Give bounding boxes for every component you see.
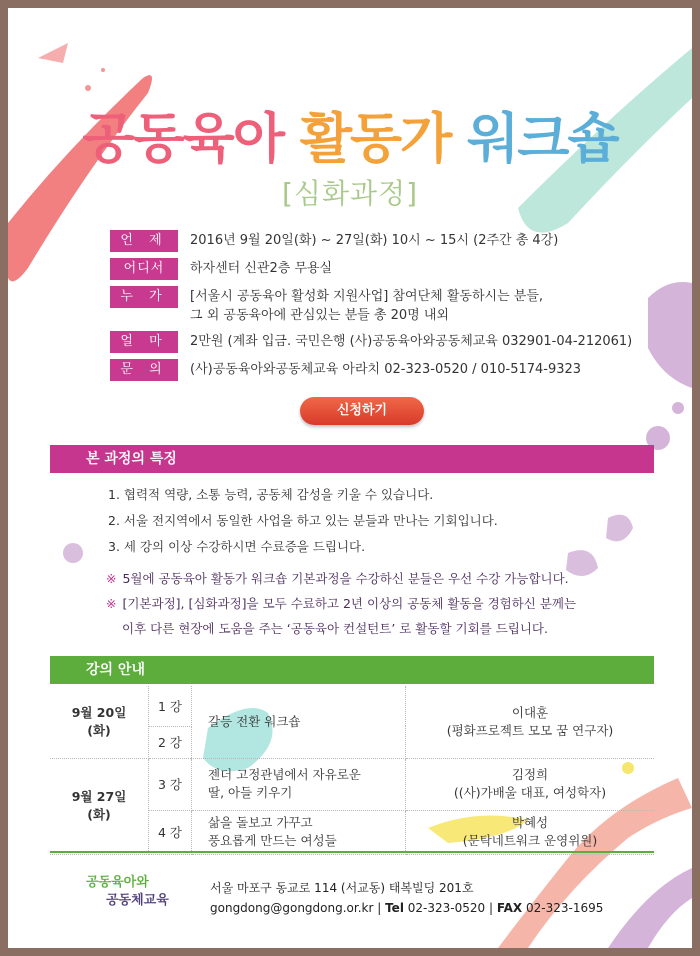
table-row <box>50 758 654 810</box>
instructor-name: 박혜성 <box>511 815 549 830</box>
apply-button[interactable]: 신청하기 <box>300 397 424 425</box>
info-text <box>190 331 632 351</box>
info-row-contact <box>110 359 650 381</box>
footer-fax: 02-323-1695 <box>526 901 604 915</box>
title-part-3: 워크숍 <box>467 107 618 170</box>
feature-item: 1. 협력적 역량, 소통 능력, 공동체 감성을 키울 수 있습니다. <box>108 487 434 502</box>
topic-line: 젠더 고정관념에서 자유로운 <box>208 767 361 782</box>
table-row <box>50 686 654 726</box>
info-row-where <box>110 258 650 280</box>
info-label: 얼 마 <box>110 331 178 353</box>
info-text <box>190 258 332 278</box>
info-row-when <box>110 230 650 252</box>
note-text: 5월에 공동육아 활동가 워크숍 기본과정을 수강하신 분들은 우선 수강 가능합니다. <box>122 571 569 586</box>
instructor-cell <box>406 686 655 758</box>
lecture-cell: 1 강 <box>149 686 192 726</box>
topic-cell <box>192 758 406 810</box>
info-label: 누 가 <box>110 286 178 308</box>
instructor-cell <box>406 758 655 810</box>
info-line: (사)공동육아와공동체교육 아라치 02-323-0520 / 010-5174-9323 <box>190 362 582 377</box>
instructor-cell <box>406 810 655 854</box>
poster <box>8 8 692 948</box>
footer-contact <box>210 878 603 918</box>
date-text: 9월 27일 <box>71 789 127 804</box>
note-text: [기본과정], [심화과정]을 모두 수료하고 2년 이상의 공동체 활동을 경험하신 분께는 <box>122 596 577 611</box>
info-label: 어디서 <box>110 258 178 280</box>
features-list <box>108 485 498 563</box>
footer-fax-label: FAX <box>496 901 523 915</box>
info-text <box>190 286 543 325</box>
page-title <box>8 96 692 173</box>
title-part-2: 활동가 <box>299 107 451 170</box>
footer-divider <box>50 851 654 853</box>
notes-list <box>106 566 576 641</box>
lecture-cell: 2 강 <box>149 726 192 758</box>
note-item <box>106 616 576 641</box>
org-logo <box>86 874 169 910</box>
date-cell <box>50 758 149 854</box>
info-line: [서울시 공동육아 활성화 지원사업] 참여단체 활동하시는 분들, <box>190 289 544 304</box>
info-row-cost <box>110 331 650 353</box>
info-line: 2016년 9월 20일(화) ~ 27일(화) 10시 ~ 15시 (2주간 총 4강) <box>190 233 559 248</box>
footer-tel-label: Tel <box>385 901 404 915</box>
date-cell <box>50 686 149 758</box>
feature-item: 3. 세 강의 이상 수강하시면 수료증을 드립니다. <box>108 539 366 554</box>
info-line: 하자센터 신관2층 무용실 <box>190 261 333 276</box>
feature-item: 2. 서울 전지역에서 동일한 사업을 하고 있는 분들과 만나는 기회입니다. <box>108 513 498 528</box>
instructor-name: 이대훈 <box>511 704 549 720</box>
info-line: 2만원 (계좌 입금. 국민은행 (사)공동육아와공동체교육 032901-04-212061) <box>190 334 633 349</box>
footer-email: gongdong@gongdong.or.kr <box>210 901 374 915</box>
subtitle: [심화과정] <box>281 177 419 210</box>
lecture-cell: 4 강 <box>149 810 192 854</box>
note-mark: ※ <box>106 596 117 611</box>
info-line: 그 외 공동육아에 관심있는 분들 총 20명 내외 <box>190 308 449 323</box>
topic-line: 삶을 돌보고 가꾸고 <box>208 815 313 830</box>
note-item <box>106 591 576 616</box>
info-label: 언 제 <box>110 230 178 252</box>
note-text: 이후 다른 현장에 도움을 주는 ‘공동육아 컨설턴트’ 로 활동할 기회를 드립니다. <box>122 621 548 636</box>
footer-address: 서울 마포구 동교로 114 (서교동) 태복빌딩 201호 <box>210 881 474 895</box>
schedule-header <box>50 656 654 684</box>
info-label: 문 의 <box>110 359 178 381</box>
logo-line-2: 공동체교육 <box>106 893 169 908</box>
info-text <box>190 230 558 250</box>
topic-line: 딸, 아들 키우기 <box>208 785 293 800</box>
footer-contact-line: gongdong@gongdong.or.kr | Tel 02-323-0520 | FAX 02-323-1695 <box>210 901 604 915</box>
note-item <box>106 566 576 591</box>
schedule-header-label: 강의 안내 <box>86 662 145 678</box>
instructor-role: ((사)가배울 대표, 여성학자) <box>453 785 607 800</box>
topic-cell <box>192 686 406 758</box>
schedule-table <box>50 686 654 855</box>
day-text: (화) <box>87 722 111 738</box>
day-text: (화) <box>87 807 111 822</box>
instructor-name: 김정희 <box>511 767 549 782</box>
features-header <box>50 445 654 473</box>
topic-cell <box>192 810 406 854</box>
info-list <box>110 230 650 387</box>
title-part-1: 공동육아 <box>82 107 284 170</box>
info-row-who <box>110 286 650 325</box>
info-text <box>190 359 581 379</box>
instructor-role: (문탁네트워크 운영위원) <box>462 833 598 848</box>
topic-line: 풍요롭게 만드는 여성들 <box>208 833 337 848</box>
footer-tel: 02-323-0520 <box>407 901 486 915</box>
lecture-cell: 3 강 <box>149 758 192 810</box>
logo-line-1: 공동육아와 <box>86 875 149 890</box>
features-header-label: 본 과정의 특징 <box>86 451 177 467</box>
topic-line: 갈등 전환 워크숍 <box>208 713 301 729</box>
note-mark: ※ <box>106 571 117 586</box>
date-text: 9월 20일 <box>71 704 127 720</box>
instructor-role: (평화프로젝트 모모 꿈 연구자) <box>446 722 614 738</box>
